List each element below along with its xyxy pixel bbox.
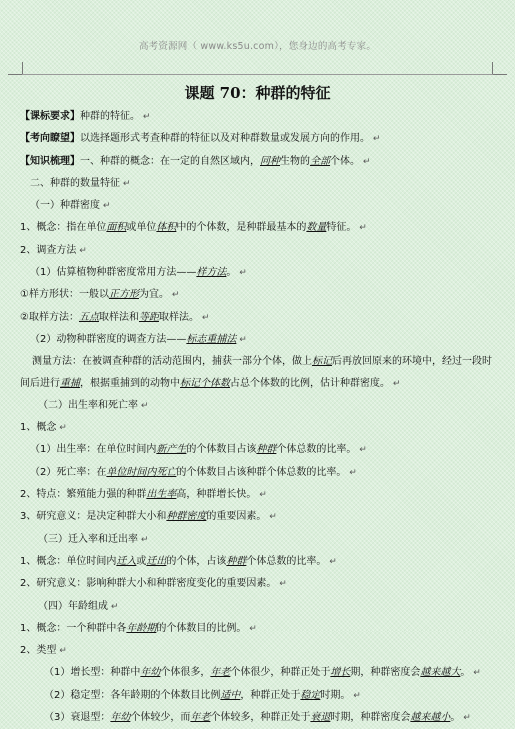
text-run: 的重要因素。: [206, 511, 267, 523]
text-line: [20, 439, 498, 461]
underlined-keyword: 全部: [310, 155, 330, 167]
text-line: [20, 462, 498, 484]
text-line: [20, 151, 498, 173]
text-line: [20, 106, 498, 128]
paragraph-mark-icon: ↵: [120, 178, 131, 189]
paragraph-mark-icon: ↵: [246, 623, 257, 634]
underlined-keyword: 面积: [106, 222, 127, 234]
underlined-keyword: 标记: [312, 356, 332, 368]
text-run: 1、概念：指在单位: [20, 222, 107, 234]
text-run: （3）衰退型：: [44, 712, 111, 724]
paragraph-mark-icon: ↵: [326, 556, 337, 567]
text-line: [20, 596, 498, 618]
text-run: ①样方形状：一般以: [20, 289, 109, 301]
text-run: 。: [226, 267, 237, 279]
text-run: （1）出生率：在单位时间内: [30, 444, 157, 456]
underlined-keyword: 单位时间内: [106, 466, 157, 478]
text-run: 1、概念：一个种群中各: [20, 622, 127, 634]
text-line: [20, 484, 498, 506]
text-run: （2）动物种群密度的调查方法——: [30, 333, 187, 345]
text-run: 生物的: [280, 155, 310, 167]
text-run: ，根据重捕到的动物中: [80, 377, 180, 389]
paragraph-mark-icon: ↵: [108, 601, 119, 612]
text-line: [20, 240, 498, 262]
text-run: 个体总数的比率。: [276, 444, 357, 456]
text-run: 1、概念: [20, 422, 57, 434]
paragraph-mark-icon: ↵: [266, 512, 277, 523]
document-body: [20, 106, 498, 729]
crop-mark-right: [492, 62, 507, 75]
underlined-keyword: 迁入: [116, 555, 137, 567]
paragraph-mark-icon: ↵: [276, 579, 287, 590]
text-line: [20, 195, 498, 217]
text-run: 或: [136, 555, 147, 567]
underlined-keyword: 年幼: [140, 667, 161, 679]
paragraph-mark-icon: ↵: [370, 134, 381, 145]
underlined-keyword: 增长: [330, 667, 351, 679]
text-line: [20, 640, 498, 662]
underlined-keyword: 五点: [78, 311, 99, 323]
paragraph-mark-icon: ↵: [356, 223, 367, 234]
paragraph-mark-icon: ↵: [56, 646, 67, 657]
underlined-keyword: 重捕: [60, 377, 80, 389]
page-title: 课题 70：种群的特征: [184, 84, 331, 102]
text-line: [20, 329, 498, 351]
text-run: 。: [450, 712, 461, 724]
paragraph-mark-icon: ↵: [198, 312, 210, 323]
text-line: [20, 573, 498, 595]
underlined-keyword: 迁出: [146, 555, 167, 567]
text-run: （2）死亡率：在: [30, 466, 107, 478]
paragraph-mark-icon: ↵: [460, 713, 471, 724]
underlined-keyword: 等距: [138, 311, 159, 323]
text-run: 后再放回原来的环境中，经过一段时间后进行: [20, 356, 492, 389]
paragraph-mark-icon: ↵: [138, 400, 149, 411]
text-line: [20, 417, 498, 439]
text-run: 个体。: [330, 155, 360, 167]
underlined-keyword: 年老: [210, 667, 231, 679]
paragraph-mark-icon: ↵: [350, 690, 361, 701]
text-run: 为宜。: [138, 289, 169, 301]
section-label: 【知识梳理】: [20, 155, 80, 167]
text-run: 中的个体数，是种群最基本的: [176, 222, 307, 234]
underlined-keyword: 种群密度: [166, 511, 207, 523]
underlined-keyword: 种群: [256, 444, 277, 456]
text-run: 期，种群密度会: [350, 667, 421, 679]
text-run: 取样法。: [158, 311, 199, 323]
text-run: 。: [460, 667, 471, 679]
underlined-keyword: 越来越小: [410, 712, 451, 724]
section-label: 【考向瞭望】: [20, 133, 80, 145]
text-run: 取样法和: [98, 311, 139, 323]
text-line: [20, 685, 498, 707]
text-run: 2、调查方法: [20, 244, 77, 256]
underlined-keyword: 样方法: [196, 267, 227, 279]
text-run: 占总个体数的比例，估计种群密度。: [230, 377, 390, 389]
underlined-keyword: 标记个体数: [180, 377, 230, 389]
text-run: ，种群正处于: [240, 689, 301, 701]
underlined-keyword: 正方形: [108, 289, 139, 301]
underlined-keyword: 体积: [156, 222, 177, 234]
paragraph-mark-icon: ↵: [76, 245, 87, 256]
paragraph-mark-icon: ↵: [56, 423, 67, 434]
text-run: 以选择题形式考查种群的特征以及对种群数量或发展方向的作用。: [80, 133, 370, 145]
paragraph-mark-icon: ↵: [390, 378, 401, 389]
text-run: 时期。: [320, 689, 351, 701]
text-run: 一、种群的概念：在一定的自然区域内，: [80, 155, 260, 167]
text-run: 的个体数目占该: [186, 444, 257, 456]
text-line: [20, 351, 498, 395]
underlined-keyword: 同种: [260, 155, 280, 167]
paragraph-mark-icon: ↵: [346, 467, 357, 478]
text-run: 高，种群增长快。: [176, 489, 257, 501]
text-run: （三）迁入率和迁出率: [38, 533, 138, 545]
underlined-keyword: 衰退: [310, 712, 331, 724]
text-line: [20, 262, 498, 284]
text-line: [20, 618, 498, 640]
text-line: [20, 395, 498, 417]
paragraph-mark-icon: ↵: [236, 334, 247, 345]
underlined-keyword: 年龄期: [126, 622, 157, 634]
text-line: [20, 284, 498, 306]
underlined-keyword: 数量: [306, 222, 327, 234]
text-line: [20, 506, 498, 528]
text-run: （2）稳定型：各年龄期的个体数目比例: [44, 689, 221, 701]
underlined-keyword: 新产生: [156, 444, 187, 456]
underlined-keyword: 越来越大: [420, 667, 461, 679]
text-line: [20, 551, 498, 573]
text-line: [20, 307, 498, 329]
underlined-keyword: 标志重捕法: [186, 333, 237, 345]
paragraph-mark-icon: ↵: [470, 668, 481, 679]
text-run: 时期，种群密度会: [330, 712, 411, 724]
text-run: 1、概念：单位时间内: [20, 555, 117, 567]
underlined-keyword: 年幼: [110, 712, 131, 724]
text-line: [20, 662, 498, 684]
underlined-keyword: 种群: [226, 555, 247, 567]
text-run: 特征。: [326, 222, 357, 234]
underlined-keyword: 适中: [220, 689, 241, 701]
text-run: 的个体数目占该种群个体总数的比率。: [176, 466, 347, 478]
text-line: [20, 128, 498, 150]
text-run: 种群的特征。: [80, 111, 140, 122]
text-run: （四）年龄组成: [38, 600, 108, 612]
text-run: 测量方法：在被调查种群的活动范围内，捕获一部分个体，做上: [32, 356, 312, 368]
crop-mark-left: [8, 62, 23, 75]
text-run: （1）估算植物种群密度常用方法——: [30, 267, 197, 279]
text-run: 2、研究意义：影响种群大小和种群密度变化的重要因素。: [20, 578, 277, 590]
paragraph-mark-icon: ↵: [356, 445, 367, 456]
paragraph-mark-icon: ↵: [100, 201, 111, 212]
text-run: 的个体，占该: [166, 555, 227, 567]
text-run: 个体较少，而: [130, 712, 191, 724]
text-run: 2、特点：繁殖能力强的种群: [20, 489, 147, 501]
text-line: [20, 707, 498, 729]
paragraph-mark-icon: ↵: [236, 268, 247, 279]
underlined-keyword: 出生率: [146, 489, 177, 501]
paragraph-mark-icon: ↵: [256, 490, 267, 501]
header-rule: [22, 74, 493, 75]
text-run: ②取样方法：: [20, 311, 79, 323]
text-line: [20, 529, 498, 551]
text-run: 二、种群的数量特征: [30, 177, 120, 189]
text-run: （1）增长型：种群中: [44, 667, 141, 679]
text-run: 个体总数的比率。: [246, 555, 327, 567]
text-run: 个体较多，种群正处于: [210, 712, 311, 724]
section-label: 【课标要求】: [20, 111, 80, 122]
text-run: 3、研究意义：是决定种群大小和: [20, 511, 167, 523]
paragraph-mark-icon: ↵: [168, 290, 180, 301]
text-run: 个体很少，种群正处于: [230, 667, 331, 679]
underlined-keyword: 稳定: [300, 689, 321, 701]
page-header: 高考资源网（ www.ks5u.com），您身边的高考专家。: [138, 41, 377, 52]
text-run: （二）出生率和死亡率: [38, 399, 138, 411]
text-run: 或单位: [126, 222, 157, 234]
paragraph-mark-icon: ↵: [138, 534, 149, 545]
text-run: 2、类型: [20, 645, 57, 657]
text-line: [20, 173, 498, 195]
text-run: （一）种群密度: [30, 200, 100, 212]
paragraph-mark-icon: ↵: [360, 156, 371, 167]
text-line: [20, 217, 498, 239]
text-run: 个体很多，: [160, 667, 211, 679]
underlined-keyword: 年老: [190, 712, 211, 724]
underlined-keyword: 死亡: [156, 466, 177, 478]
paragraph-mark-icon: ↵: [140, 112, 151, 122]
text-run: 的个体数目的比例。: [156, 622, 247, 634]
